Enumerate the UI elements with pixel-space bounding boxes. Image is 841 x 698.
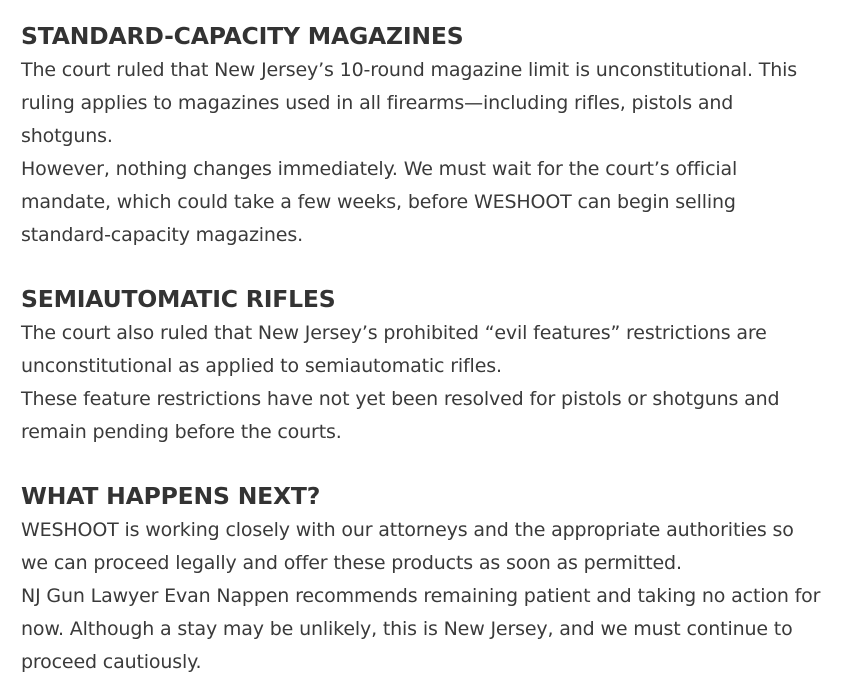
section-heading: STANDARD-CAPACITY MAGAZINES	[21, 22, 464, 50]
section-paragraph: WESHOOT is working closely with our attorneys and the appropriate authorities so we can proceed legally and offer these products as soon as permitted.	[21, 519, 794, 574]
section-paragraph: However, nothing changes immediately. We must wait for the court’s official mandate, which could take a few weeks, before WESHOOT can begin selling standard-capacity magazines.	[21, 158, 738, 246]
section-heading: SEMIAUTOMATIC RIFLES	[21, 285, 336, 313]
section-paragraph: These feature restrictions have not yet been resolved for pistols or shotguns and remain pending before the courts.	[21, 388, 780, 443]
section-next	[21, 482, 821, 679]
section-magazines	[21, 22, 821, 252]
section-heading: WHAT HAPPENS NEXT?	[21, 482, 321, 510]
section-paragraph: NJ Gun Lawyer Evan Nappen recommends remaining patient and taking no action for now. Although a stay may be unlikely, this is New Jersey, and we must continue to proceed cautiously.	[21, 585, 821, 673]
section-paragraph: The court ruled that New Jersey’s 10-round magazine limit is unconstitutional. This ruling applies to magazines used in all firearms—including rifles, pistols and shotguns.	[21, 59, 797, 147]
section-rifles	[21, 285, 821, 449]
section-paragraph: The court also ruled that New Jersey’s prohibited “evil features” restrictions are unconstitutional as applied to semiautomatic rifles.	[21, 322, 767, 377]
